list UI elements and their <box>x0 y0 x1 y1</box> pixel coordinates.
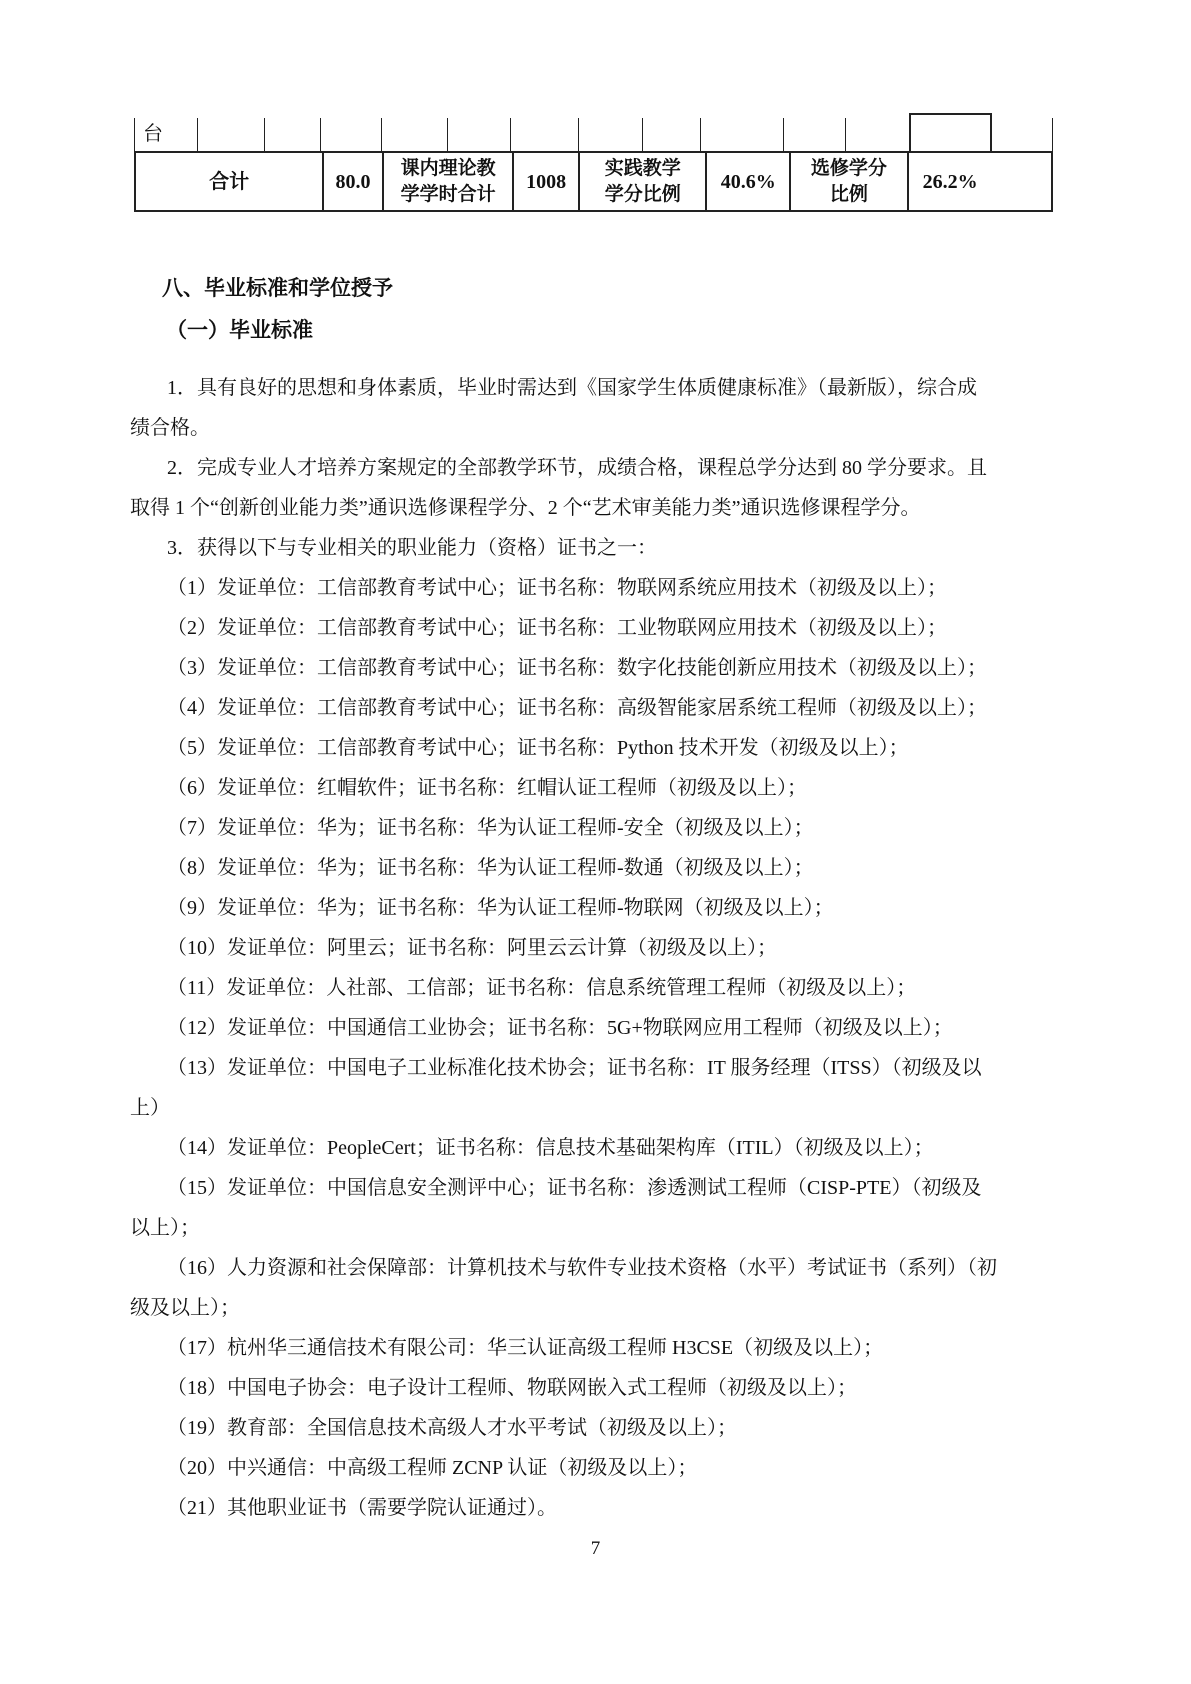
text-line: 以上）； <box>130 1217 200 1239</box>
total-credits-cell <box>322 153 382 210</box>
text-line: （11）发证单位：人社部、工信部；证书名称：信息系统管理工程师（初级及以上）； <box>167 977 917 999</box>
table-grid-line <box>578 118 579 151</box>
practice-ratio-value: 40.6% <box>720 170 776 193</box>
theory-hours-label-line1: 课内理论教 <box>400 157 496 179</box>
practice-ratio-value-cell <box>705 153 789 210</box>
total-label: 合计 <box>209 170 250 193</box>
table-grid-line <box>783 118 784 151</box>
text-line: （2）发证单位：工信部教育考试中心；证书名称：工业物联网应用技术（初级及以上）； <box>167 617 947 639</box>
text-line: （1）发证单位：工信部教育考试中心；证书名称：物联网系统应用技术（初级及以上）； <box>167 577 947 599</box>
total-credits-value: 80.0 <box>335 170 371 193</box>
text-line: （10）发证单位：阿里云；证书名称：阿里云云计算（初级及以上）； <box>167 937 777 959</box>
text-line: 上） <box>130 1097 170 1119</box>
table-grid-line <box>197 118 198 151</box>
table-grid-line <box>1052 118 1053 151</box>
text-line: 取得 1 个“创新创业能力类”通识选修课程学分、2 个“艺术审美能力类”通识选修课程学分。 <box>130 497 921 519</box>
table-grid-line <box>381 118 382 151</box>
text-line: 3．获得以下与专业相关的职业能力（资格）证书之一： <box>167 537 657 559</box>
table-grid-line <box>134 118 135 151</box>
text-line: 1．具有良好的思想和身体素质，毕业时需达到《国家学生体质健康标准》（最新版），综合成 <box>167 377 977 399</box>
section-heading: 八、毕业标准和学位授予 <box>162 277 393 300</box>
elective-ratio-label-line1: 选修学分 <box>810 157 887 179</box>
practice-ratio-label-line1: 实践教学 <box>604 157 681 179</box>
text-line: （17）杭州华三通信技术有限公司：华三认证高级工程师 H3CSE（初级及以上）； <box>167 1337 884 1359</box>
body-text <box>130 368 1065 1528</box>
total-label-cell <box>136 153 322 210</box>
table-grid-line <box>700 118 701 151</box>
page-number: 7 <box>590 1538 601 1559</box>
subsection-heading: （一）毕业标准 <box>166 319 313 342</box>
text-line: （8）发证单位：华为；证书名称：华为认证工程师-数通（初级及以上）； <box>167 857 814 879</box>
text-line: （16）人力资源和社会保障部：计算机技术与软件专业技术资格（水平）考试证书（系列）（初 <box>167 1257 997 1279</box>
text-line: （19）教育部：全国信息技术高级人才水平考试（初级及以上）； <box>167 1417 737 1439</box>
text-line: （9）发证单位：华为；证书名称：华为认证工程师-物联网（初级及以上）； <box>167 897 834 919</box>
text-line: （12）发证单位：中国通信工业协会；证书名称：5G+物联网应用工程师（初级及以上）； <box>167 1017 953 1039</box>
text-line: （6）发证单位：红帽软件；证书名称：红帽认证工程师（初级及以上）； <box>167 777 807 799</box>
table-grid-line <box>510 118 511 151</box>
text-line: 级及以上）； <box>130 1297 240 1319</box>
text-line: （14）发证单位：PeopleCert；证书名称：信息技术基础架构库（ITIL）（初级及以上）； <box>167 1137 934 1159</box>
text-line: （7）发证单位：华为；证书名称：华为认证工程师-安全（初级及以上）； <box>167 817 814 839</box>
text-line: （15）发证单位：中国信息安全测评中心；证书名称：渗透测试工程师（CISP-PTE）（初级及 <box>167 1177 982 1199</box>
text-line: 2．完成专业人才培养方案规定的全部教学环节，成绩合格，课程总学分达到 80 学分要求。且 <box>167 457 987 479</box>
text-line: （13）发证单位：中国电子工业标准化技术协会；证书名称：IT 服务经理（ITSS）（初级及以 <box>167 1057 982 1079</box>
theory-hours-value: 1008 <box>526 170 567 193</box>
carryover-row <box>134 118 1053 151</box>
text-line: （4）发证单位：工信部教育考试中心；证书名称：高级智能家居系统工程师（初级及以上）； <box>167 697 987 719</box>
table-grid-line <box>642 118 643 151</box>
text-line: 绩合格。 <box>130 417 210 439</box>
text-line: （18）中国电子协会：电子设计工程师、物联网嵌入式工程师（初级及以上）； <box>167 1377 857 1399</box>
table-grid-line <box>264 118 265 151</box>
theory-hours-label-cell <box>382 153 512 210</box>
text-line: （20）中兴通信：中高级工程师 ZCNP 认证（初级及以上）； <box>167 1457 698 1479</box>
practice-ratio-label-cell <box>578 153 705 210</box>
practice-ratio-label-line2: 学分比例 <box>604 183 681 205</box>
elective-ratio-value-cell <box>907 153 1051 210</box>
text-line: （3）发证单位：工信部教育考试中心；证书名称：数字化技能创新应用技术（初级及以上）； <box>167 657 987 679</box>
carryover-cell-text: 台 <box>143 123 163 145</box>
summary-table-row <box>134 151 1053 212</box>
theory-hours-label-line2: 学学时合计 <box>400 183 496 205</box>
elective-ratio-label-line2: 比例 <box>829 183 868 205</box>
raised-empty-cell <box>909 113 992 151</box>
elective-ratio-label-cell <box>789 153 906 210</box>
table-grid-line <box>320 118 321 151</box>
text-line: （5）发证单位：工信部教育考试中心；证书名称：Python 技术开发（初级及以上）； <box>167 737 909 759</box>
elective-ratio-value: 26.2% <box>922 170 978 193</box>
text-line: （21）其他职业证书（需要学院认证通过）。 <box>167 1497 557 1519</box>
theory-hours-value-cell <box>512 153 578 210</box>
table-grid-line <box>447 118 448 151</box>
table-grid-line <box>845 118 846 151</box>
